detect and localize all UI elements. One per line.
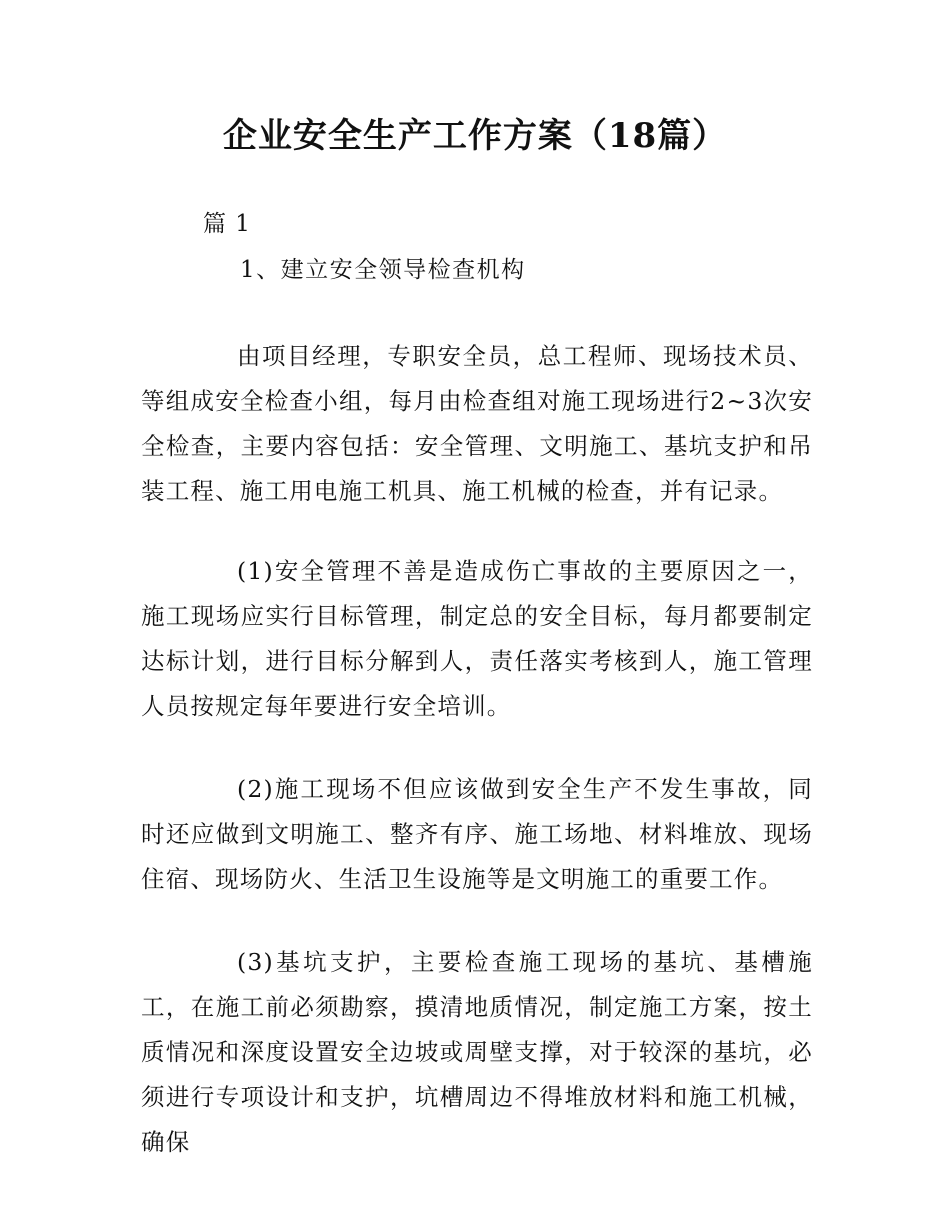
- paragraph: (2)施工现场不但应该做到安全生产不发生事故，同时还应做到文明施工、整齐有序、施工场地、材料堆放、现场住宿、现场防火、生活卫生设施等是文明施工的重要工作。: [141, 775, 813, 893]
- paragraph: (3)基坑支护，主要检查施工现场的基坑、基槽施工，在施工前必须勘察，摸清地质情况，制定施工方案，按土质情况和深度设置安全边坡或周壁支撑，对于较深的基坑，必须进行专项设计和支护，坑槽周边不得堆放材料和施工机械，确保: [141, 948, 813, 1156]
- paragraph: 由项目经理，专职安全员，总工程师、现场技术员、等组成安全检查小组，每月由检查组对施工现场进行2~3次安全检查，主要内容包括：安全管理、文明施工、基坑支护和吊装工程、施工用电施工机具、施工机械的检查，并有记录。: [141, 342, 813, 505]
- document-title: 企业安全生产工作方案（18篇）: [222, 116, 728, 156]
- paragraph: (1)安全管理不善是造成伤亡事故的主要原因之一，施工现场应实行目标管理，制定总的安全目标，每月都要制定达标计划，进行目标分解到人，责任落实考核到人，施工管理人员按规定每年要进行安全培训。: [141, 557, 813, 720]
- subheading: 1、建立安全领导检查机构: [240, 257, 526, 283]
- section-label: 篇 1: [203, 211, 251, 237]
